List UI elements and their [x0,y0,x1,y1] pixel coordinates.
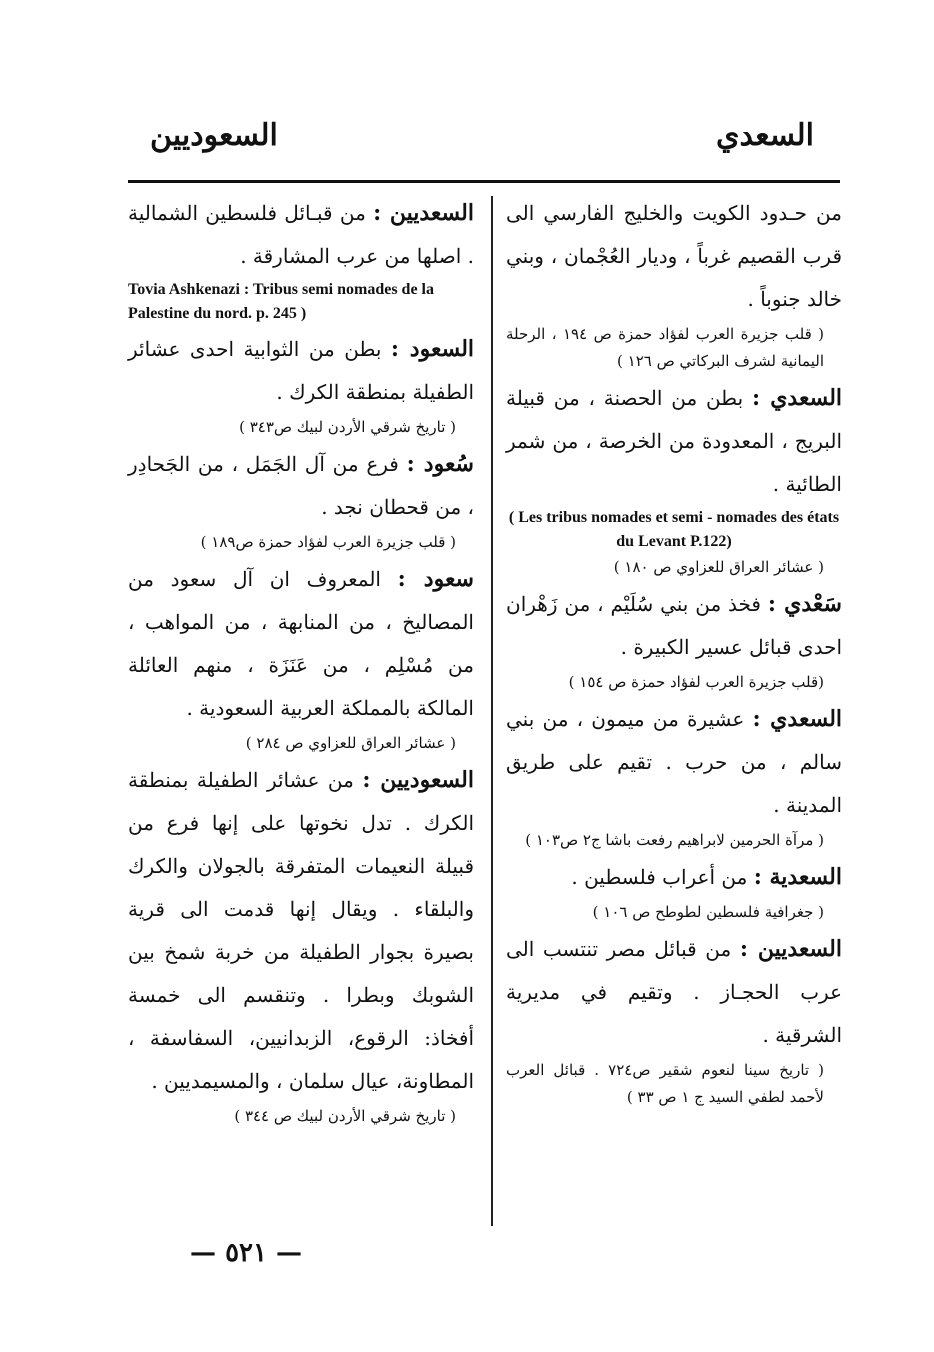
entry-text: من قبائل مصر تنتسب الى عرب الحجـاز . وتقيم في مديرية الشرقية . [506,937,842,1047]
entry-headword: السعديين : [739,936,842,962]
entry-text: المعروف ان آل سعود من المصاليخ ، من المنابهة ، من المواهب ، من مُسْلِم ، من عَنَزَة ، منهم العائلة المالكة بالمملكة العربية السعودية . [128,567,474,720]
entry-headword: السعدي : [752,706,843,732]
header-rule [128,180,840,183]
entry-headword: السعديين : [373,200,474,226]
source-reference: ( مرآة الحرمين لابراهيم رفعت باشا ج٢ ص١٠٣ ) [525,831,824,849]
entry-text: من أعراب فلسطين . [571,865,748,889]
entry-text: فخذ من بني سُلَيْم ، من زَهْران احدى قبائل عسير الكبيرة . [506,592,842,659]
entry-headword: السعدية : [753,864,842,890]
entry-text: فرع من آل الجَمَل ، من الجَحادِر ، من قحطان نجد . [128,452,474,519]
dictionary-entry [506,698,842,854]
entry-paragraph [128,759,474,1103]
entry-paragraph [128,558,474,730]
entry-paragraph [506,192,842,321]
dictionary-entry [128,443,474,556]
dictionary-entry [506,583,842,696]
entry-headword: السعود : [390,336,475,362]
right-column [506,192,842,1113]
running-head-left: السعوديين [150,118,278,153]
entry-text: بطن من الثوابية احدى عشائر الطفيلة بمنطقة الكرك . [128,337,474,404]
source-reference: ( عشائر العراق للعزاوي ص ٢٨٤ ) [245,734,456,752]
page-number: — ٥٢١ — [190,1238,303,1268]
dictionary-entry [506,192,842,375]
entry-paragraph [128,192,474,278]
source-reference: ( تاريخ شرقي الأردن لبيك ص٣٤٣ ) [239,418,456,436]
source-reference: ( عشائر العراق للعزاوي ص ١٨٠ ) [613,558,824,576]
entry-headword: سَعْدي : [767,591,842,617]
dictionary-entry [506,856,842,926]
column-divider [491,196,493,1226]
running-head-right: السعدي [716,118,814,153]
entry-paragraph [506,698,842,827]
source-reference: ( جغرافية فلسطين لطوطح ص ١٠٦ ) [592,903,824,921]
entry-paragraph [506,583,842,669]
entry-paragraph [128,328,474,414]
entry-paragraph [506,928,842,1057]
latin-reference: ( Les tribus nomades et semi - nomades des états du Levant P.122) [508,509,840,550]
entry-text: عشيرة من ميمون ، من بني سالم ، من حرب . تقيم على طريق المدينة . [506,707,842,817]
source-reference: ( قلب جزيرة العرب لفؤاد حمزة ص١٨٩ ) [200,533,456,551]
dictionary-entry [506,377,842,581]
dictionary-entry [128,759,474,1130]
dictionary-entry [506,928,842,1111]
entry-text: من عشائر الطفيلة بمنطقة الكرك . تدل نخوتها على إنها فرع من قبيلة النعيمات المتفرقة بالجولان والكرك والبلقاء . ويقال إنها قدمت الى قرية بصيرة بجوار الطفيلة من خربة شمخ بين الشوبك وبطرا . وتنقسم الى خمسة أفخاذ: الرقوع، الزبدانيين، السفاسفة ، المطاونة، عيال سلمان ، والمسيمديين . [128,768,474,1093]
source-reference: ( تاريخ سينا لنعوم شقير ص٧٢٤ . قبائل العرب لأحمد لطفي السيد ج ١ ص ٣٣ ) [506,1061,824,1106]
source-reference: ( قلب جزيرة العرب لفؤاد حمزة ص ١٩٤ ، الرحلة اليمانية لشرف البركاتي ص ١٢٦ ) [506,325,825,370]
entry-headword: سعود : [397,566,474,592]
entry-headword: السعوديين : [362,767,474,793]
entry-text: من قبـائل فلسطين الشمالية . اصلها من عرب المشارقة . [128,201,474,268]
left-column [128,192,474,1132]
source-reference: ( تاريخ شرقي الأردن لبيك ص ٣٤٤ ) [234,1107,456,1125]
latin-reference: Tovia Ashkenazi : Tribus semi nomades de la Palestine du nord. p. 245 ) [128,281,434,322]
entry-paragraph [128,443,474,529]
dictionary-entry [128,328,474,441]
entry-paragraph [506,856,842,899]
dictionary-entry [128,558,474,757]
entry-text: بطن من الحصنة ، من قبيلة البريج ، المعدودة من الخرصة ، من شمر الطائية . [506,386,842,496]
entry-paragraph [506,377,842,506]
dictionary-entry [128,192,474,326]
entry-text: من حـدود الكويت والخليج الفارسي الى قرب القصيم غرباً ، وديار العُجْمان ، وبني خالد جنوباً . [506,201,842,311]
entry-headword: سُعود : [406,451,474,477]
source-reference: (قلب جزيرة العرب لفؤاد حمزة ص ١٥٤ ) [568,673,824,691]
entry-headword: السعدي : [751,385,843,411]
